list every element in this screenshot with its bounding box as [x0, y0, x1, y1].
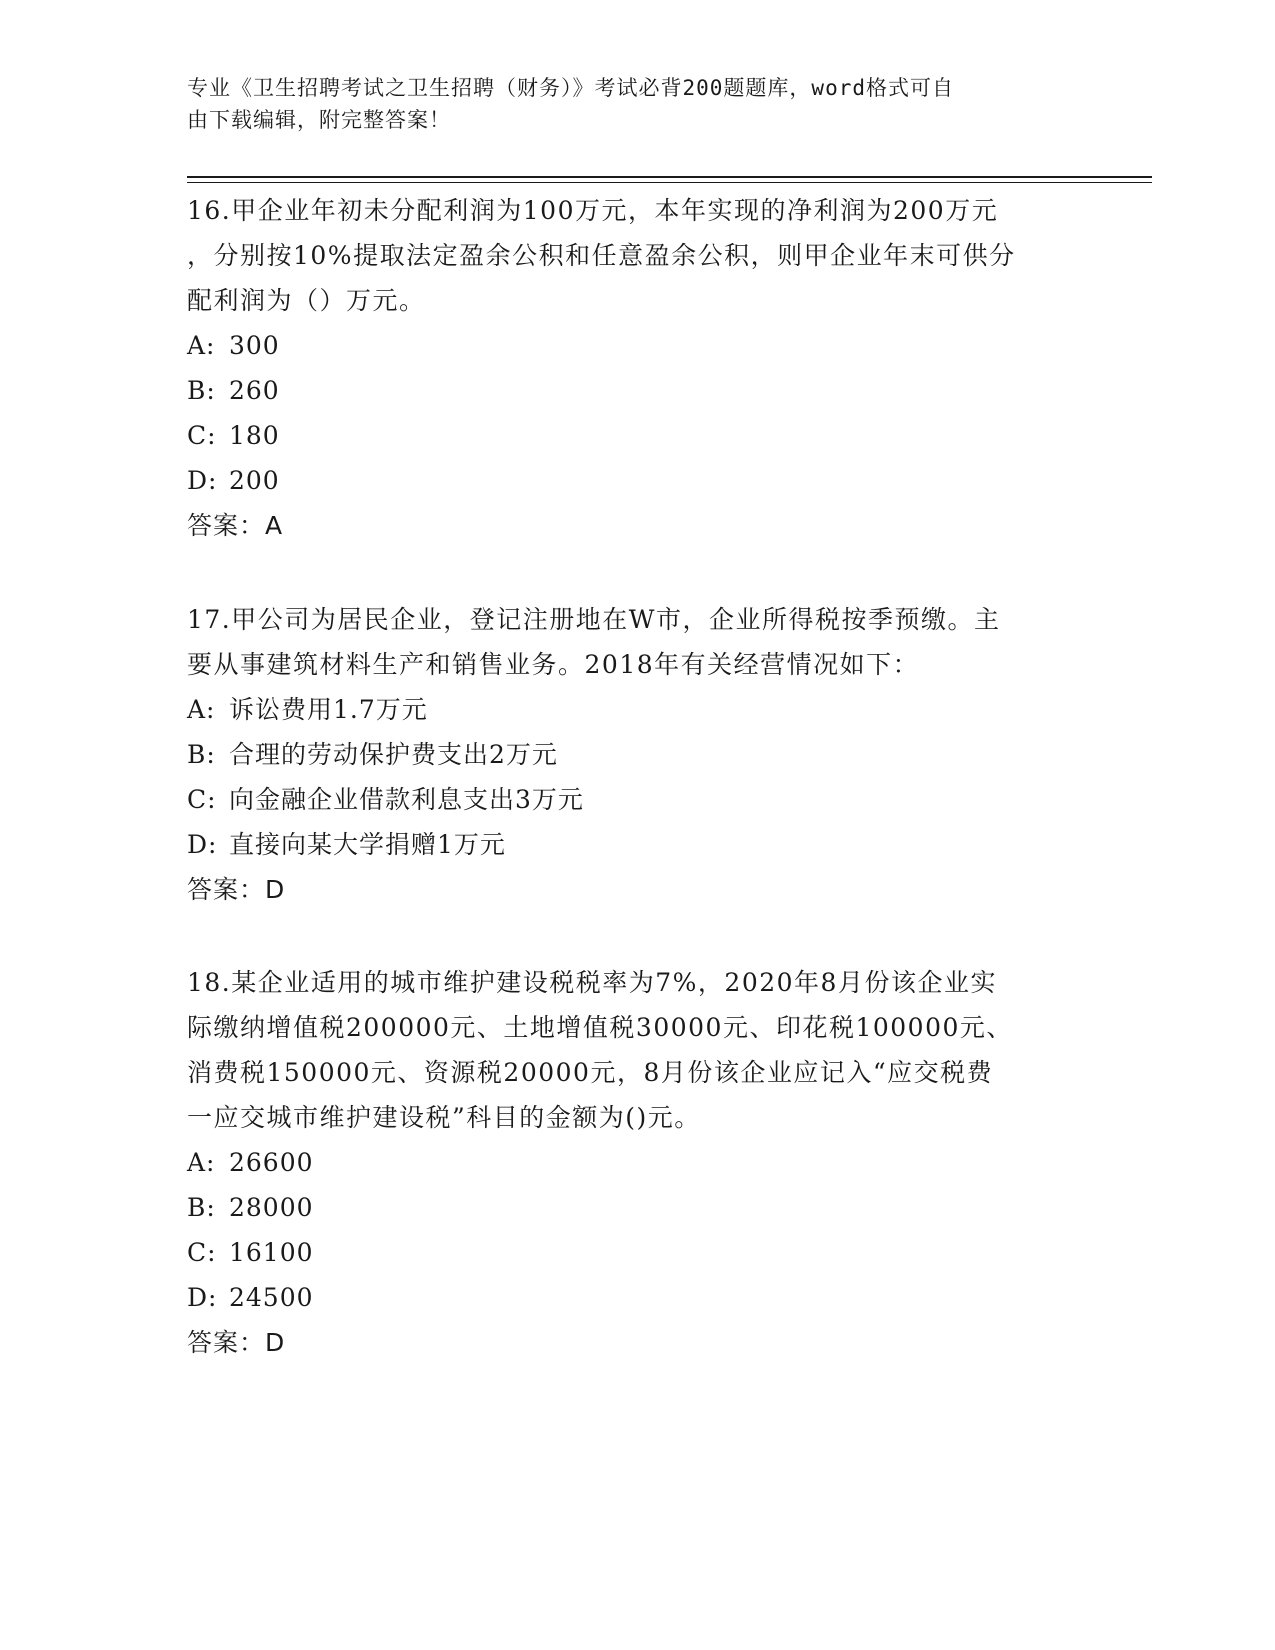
- question-stem-line: 16.甲企业年初未分配利润为100万元，本年实现的净利润为200万元: [187, 196, 999, 225]
- answer-line: 答案：D: [187, 1328, 286, 1357]
- option-b: [187, 368, 1087, 413]
- question-stem-line: ，分别按10%提取法定盈余公积和任意盈余公积，则甲企业年末可供分: [187, 241, 1016, 270]
- option-d: [187, 458, 1087, 503]
- option-a: [187, 1140, 1087, 1185]
- option-letter: D:: [187, 466, 218, 495]
- option-text: 180: [229, 421, 280, 450]
- question-stem-line: 配利润为（）万元。: [187, 286, 426, 315]
- option-letter: D:: [187, 830, 218, 859]
- header-divider-thick: [187, 176, 1152, 178]
- option-text: 300: [229, 331, 280, 360]
- question-stem-line: 际缴纳增值税200000元、土地增值税30000元、印花税100000元、: [187, 1013, 1013, 1042]
- option-letter: B:: [187, 1193, 216, 1222]
- option-text: 16100: [229, 1238, 314, 1267]
- option-c: [187, 1230, 1087, 1275]
- header-divider-thin: [187, 182, 1152, 183]
- option-d: [187, 1275, 1087, 1320]
- question-stem-line: 消费税150000元、资源税20000元，8月份该企业应记入“应交税费: [187, 1058, 994, 1087]
- option-letter: B:: [187, 740, 216, 769]
- option-letter: A:: [187, 331, 216, 360]
- question-16: [187, 188, 1087, 548]
- option-b: [187, 732, 1087, 777]
- option-letter: A:: [187, 1148, 216, 1177]
- header-line-2: 由下载编辑，附完整答案！: [187, 108, 451, 132]
- question-stem-line: 一应交城市维护建设税”科目的金额为()元。: [187, 1103, 701, 1132]
- option-letter: C:: [187, 785, 217, 814]
- option-a: [187, 323, 1087, 368]
- document-header: [187, 72, 1067, 136]
- option-letter: C:: [187, 421, 217, 450]
- answer-line: 答案：D: [187, 875, 286, 904]
- question-18: [187, 960, 1087, 1365]
- question-stem-line: 18.某企业适用的城市维护建设税税率为7%，2020年8月份该企业实: [187, 968, 997, 997]
- option-text: 24500: [229, 1283, 314, 1312]
- option-letter: D:: [187, 1283, 218, 1312]
- option-text: 向金融企业借款利息支出3万元: [229, 785, 584, 814]
- option-a: [187, 687, 1087, 732]
- option-letter: A:: [187, 695, 216, 724]
- option-text: 26600: [229, 1148, 314, 1177]
- answer-line: 答案：A: [187, 511, 284, 540]
- option-text: 260: [229, 376, 280, 405]
- option-text: 28000: [229, 1193, 314, 1222]
- question-17: [187, 597, 1087, 912]
- option-letter: C:: [187, 1238, 217, 1267]
- question-stem-line: 要从事建筑材料生产和销售业务。2018年有关经营情况如下：: [187, 650, 920, 679]
- option-text: 合理的劳动保护费支出2万元: [229, 740, 558, 769]
- option-text: 诉讼费用1.7万元: [229, 695, 428, 724]
- option-c: [187, 777, 1087, 822]
- option-text: 200: [229, 466, 280, 495]
- question-stem-line: 17.甲公司为居民企业，登记注册地在W市，企业所得税按季预缴。主: [187, 605, 1001, 634]
- option-text: 直接向某大学捐赠1万元: [229, 830, 506, 859]
- option-letter: B:: [187, 376, 216, 405]
- option-b: [187, 1185, 1087, 1230]
- header-line-1: 专业《卫生招聘考试之卫生招聘（财务）》考试必背200题题库，word格式可自: [187, 76, 954, 100]
- option-c: [187, 413, 1087, 458]
- option-d: [187, 822, 1087, 867]
